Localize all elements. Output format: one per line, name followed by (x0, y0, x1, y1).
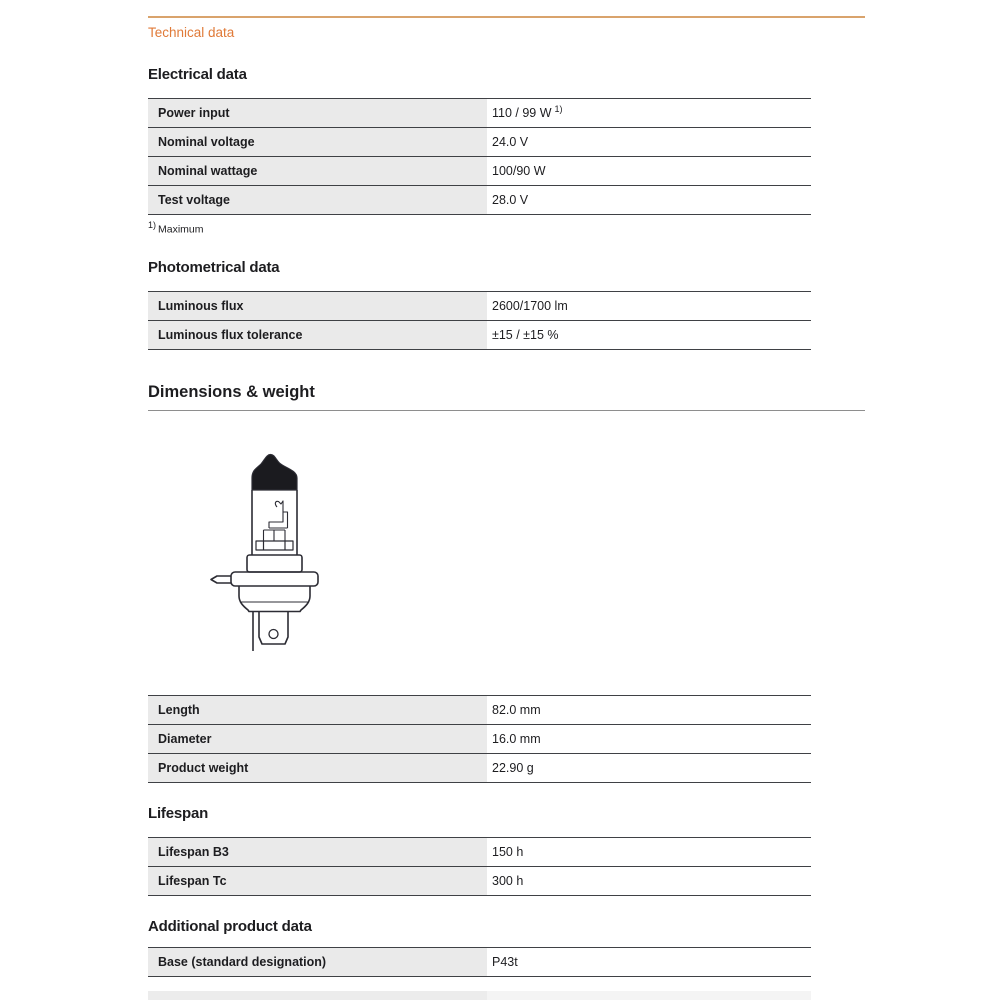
row-value (487, 99, 811, 127)
partial-row-value-cell (487, 991, 811, 1000)
row-label: Product weight (148, 754, 487, 782)
footnote-reference: 1) (554, 103, 563, 114)
table-row (148, 948, 811, 977)
row-value (487, 128, 811, 156)
row-label: Luminous flux tolerance (148, 321, 487, 349)
row-label: Luminous flux (148, 292, 487, 320)
table-row (148, 696, 811, 725)
row-value (487, 292, 811, 320)
row-label: Lifespan B3 (148, 838, 487, 866)
next-table-row-partially-visible (148, 991, 811, 1000)
row-value-text: 82.0 mm (492, 703, 541, 717)
row-value (487, 725, 811, 753)
lifespan-heading: Lifespan (148, 805, 209, 822)
row-value-text: P43t (492, 955, 518, 969)
table-row (148, 292, 811, 321)
row-label: Nominal wattage (148, 157, 487, 185)
bulb-flange (231, 572, 318, 586)
row-value-text: 110 / 99 W (492, 106, 552, 120)
row-value-text: 28.0 V (492, 193, 529, 207)
row-label: Length (148, 696, 487, 724)
table-row (148, 99, 811, 128)
footnote-marker: 1) (148, 220, 157, 230)
footnote-maximum (148, 220, 204, 236)
photometrical-data-heading: Photometrical data (148, 259, 280, 276)
bulb-support-band (256, 541, 293, 550)
row-value-text: 22.90 g (492, 761, 534, 775)
row-label: Test voltage (148, 186, 487, 214)
row-value-text: ±15 / ±15 % (492, 328, 559, 342)
tab-technical-data[interactable]: Technical data (148, 25, 235, 40)
row-value (487, 696, 811, 724)
section-divider-rule (148, 410, 865, 411)
row-label: Base (standard designation) (148, 948, 487, 976)
bulb-base-body (239, 586, 310, 612)
table-row (148, 754, 811, 783)
table-row (148, 321, 811, 350)
dimensions-table (148, 695, 811, 783)
row-value (487, 157, 811, 185)
row-label: Nominal voltage (148, 128, 487, 156)
bulb-collar (247, 555, 302, 572)
row-value (487, 867, 811, 895)
h4-bulb-diagram (200, 450, 340, 660)
bulb-black-cap (252, 455, 297, 491)
row-value (487, 754, 811, 782)
row-value (487, 948, 811, 976)
table-row (148, 867, 811, 896)
additional-product-data-table (148, 947, 811, 977)
row-value-text: 300 h (492, 874, 524, 888)
partial-row-label-cell (148, 991, 487, 1000)
additional-product-data-heading: Additional product data (148, 918, 312, 935)
bulb-filament (264, 501, 288, 541)
photometrical-data-table (148, 291, 811, 350)
bulb-reference-tab (211, 576, 231, 583)
active-tab-indicator-line (148, 16, 865, 18)
row-value-text: 24.0 V (492, 135, 529, 149)
table-row (148, 725, 811, 754)
dimensions-weight-heading: Dimensions & weight (148, 383, 315, 401)
lifespan-table (148, 837, 811, 896)
row-label: Lifespan Tc (148, 867, 487, 895)
table-row (148, 128, 811, 157)
row-value (487, 838, 811, 866)
row-value-text: 150 h (492, 845, 524, 859)
row-value (487, 321, 811, 349)
row-label: Power input (148, 99, 487, 127)
footnote-text: Maximum (158, 223, 204, 236)
table-row (148, 157, 811, 186)
electrical-data-table (148, 98, 811, 215)
row-value-text: 100/90 W (492, 164, 546, 178)
electrical-data-heading: Electrical data (148, 66, 247, 83)
row-value (487, 186, 811, 214)
row-label: Diameter (148, 725, 487, 753)
row-value-text: 2600/1700 lm (492, 299, 568, 313)
table-row (148, 186, 811, 215)
row-value-text: 16.0 mm (492, 732, 541, 746)
bulb-contact-hole (269, 630, 278, 639)
table-row (148, 838, 811, 867)
